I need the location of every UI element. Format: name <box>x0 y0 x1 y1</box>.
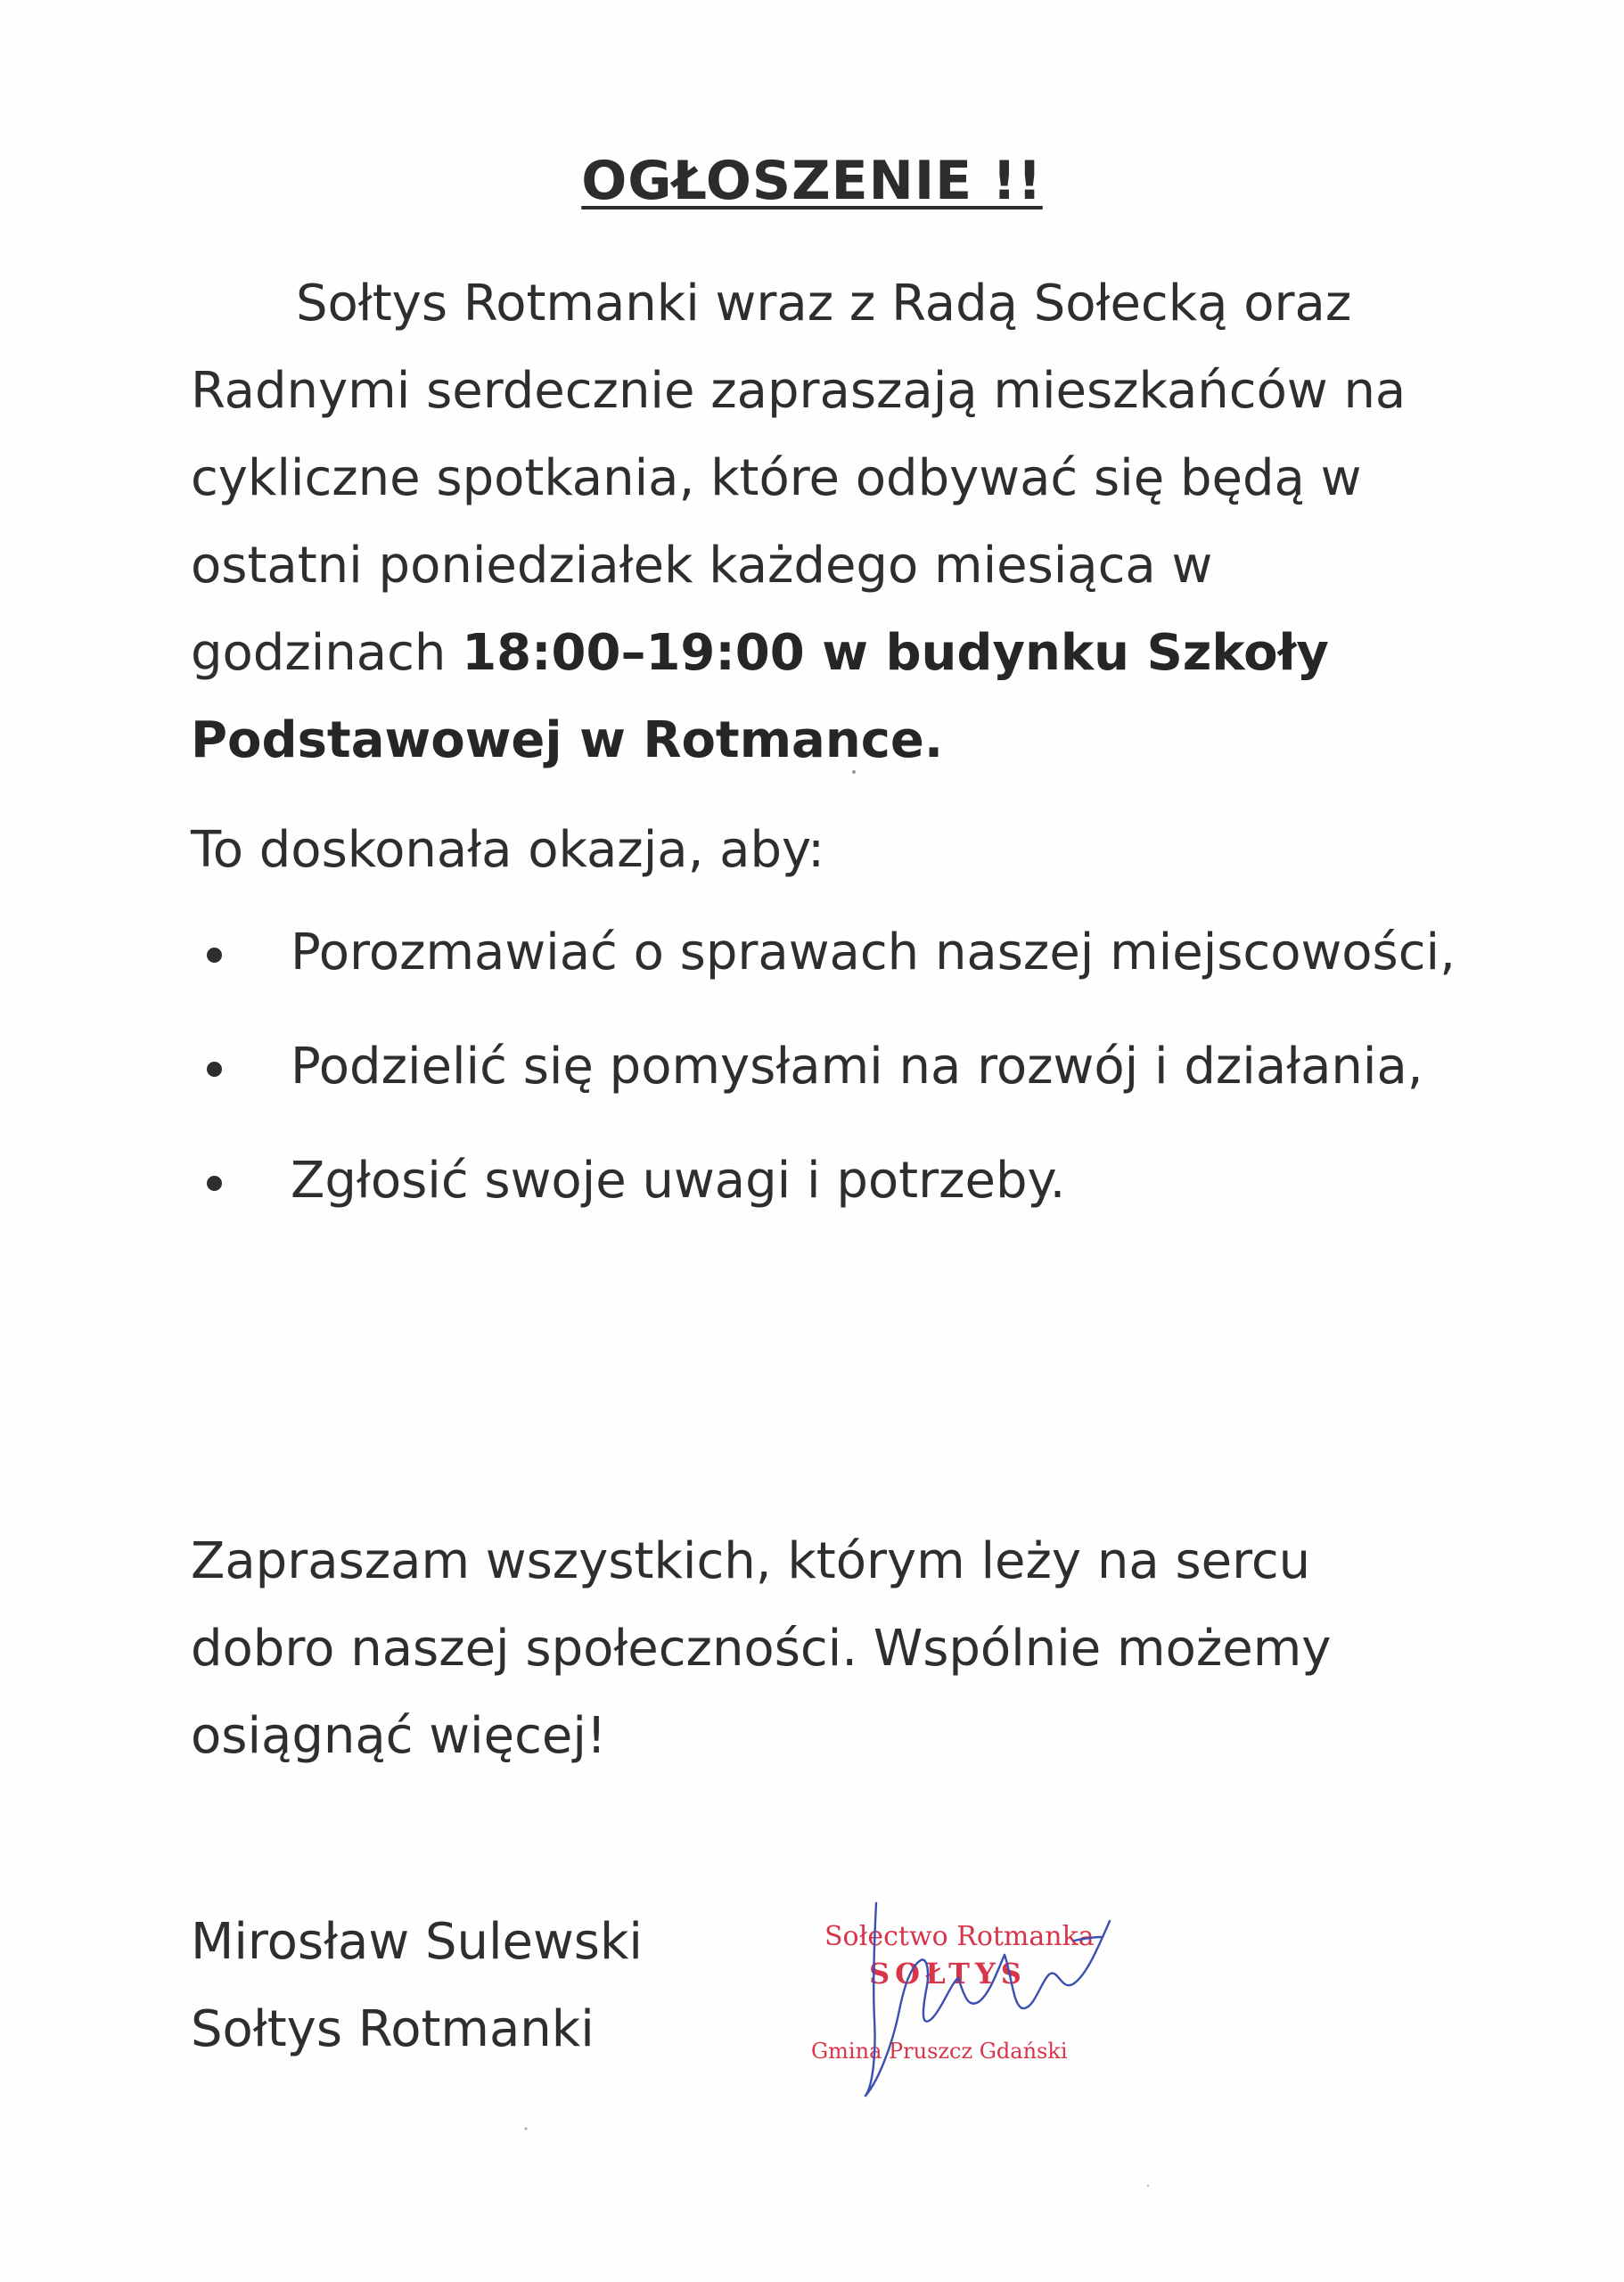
bullet-icon <box>207 948 222 963</box>
intro-bold-text: 18:00–19:00 w budynku Szkoły Podstawowej w Rotmance. <box>191 624 1329 769</box>
bullet-icon <box>207 1062 222 1077</box>
signature-block <box>191 1899 643 2073</box>
official-stamp <box>807 1885 1145 2099</box>
list-item-text: Porozmawiać o sprawach naszej miejscowości, <box>291 923 1456 981</box>
list-item <box>191 909 1456 997</box>
intro-text: Sołtys Rotmanki wraz z Radą Sołecką oraz Radnymi serdecznie zapraszają mieszkańców na cykliczne spotkania, które odbywać się będą w ostatni poniedziałek każdego miesiąca w godzinach <box>191 275 1407 682</box>
list-item-text: Zgłosić swoje uwagi i potrzeby. <box>291 1152 1066 1210</box>
signatory-role: Sołtys Rotmanki <box>191 2000 595 2058</box>
intro-paragraph <box>191 260 1456 784</box>
list-item <box>191 1137 1456 1225</box>
stamp-line-3: Gmina Pruszcz Gdański <box>811 2039 1068 2064</box>
handwritten-signature <box>807 1885 1145 2099</box>
page-title: OGŁOSZENIE !! <box>581 150 1043 212</box>
list-item <box>191 1023 1456 1111</box>
stamp-line-2: SOŁTYS <box>869 1957 1027 1991</box>
closing-paragraph: Zapraszam wszystkich, którym leży na sercu dobro naszej społeczności. Wspólnie możemy osiągnąć więcej! <box>191 1532 1332 1765</box>
signatory-name: Mirosław Sulewski <box>191 1913 643 1971</box>
bullet-icon <box>207 1176 222 1191</box>
lead-sentence: To doskonała okazja, aby: <box>191 821 824 879</box>
bullet-list <box>191 909 1456 1252</box>
stamp-line-1: Sołectwo Rotmanka <box>824 1921 1095 1952</box>
list-item-text: Podzielić się pomysłami na rozwój i działania, <box>291 1038 1423 1096</box>
